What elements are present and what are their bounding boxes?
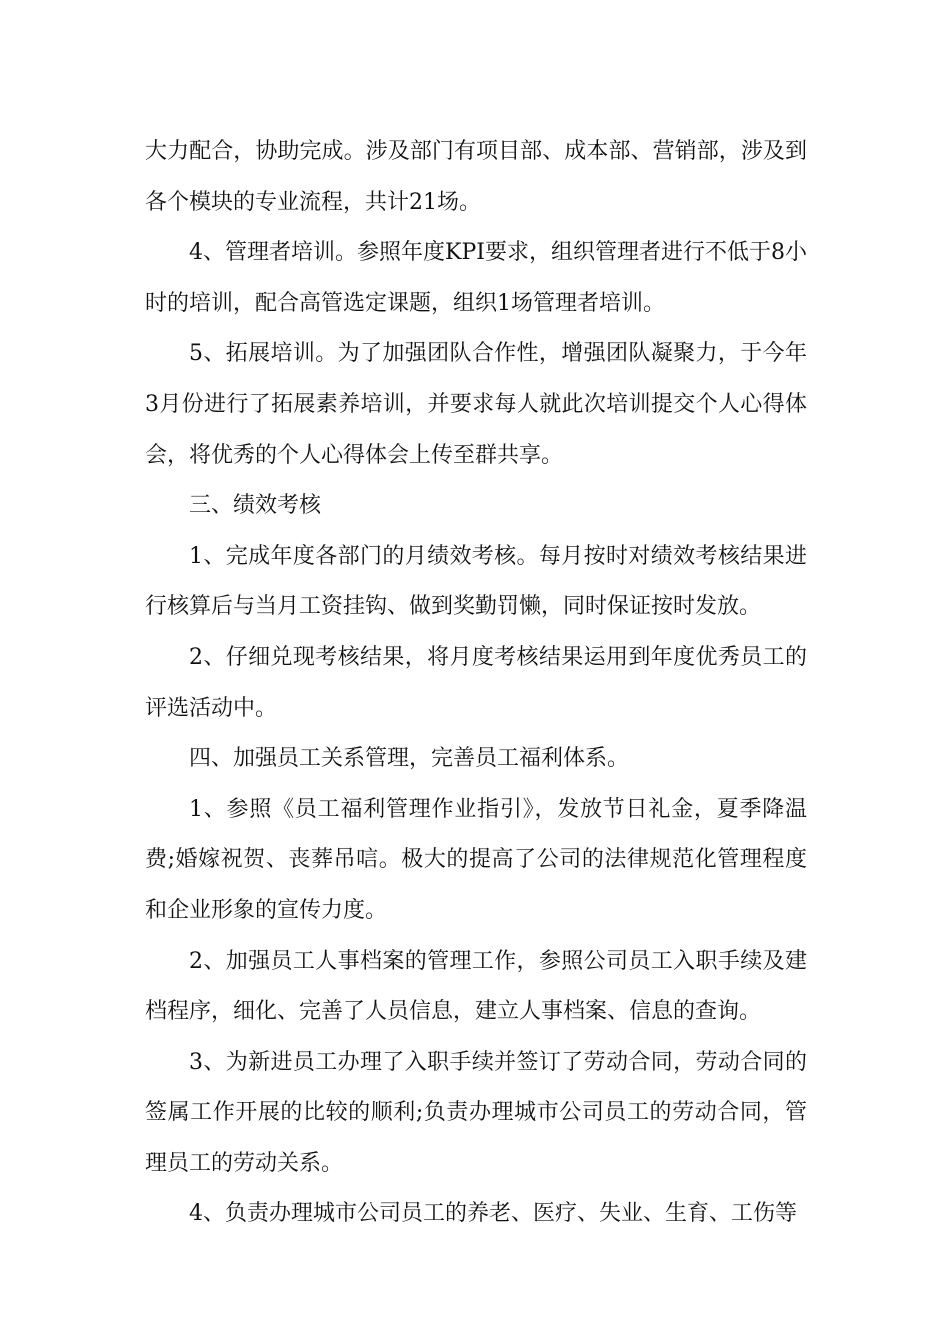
document-body bbox=[145, 127, 807, 1240]
paragraph-welfare: 1、参照《员工福利管理作业指引》，发放节日礼金，夏季降温费;婚嫁祝贺、丧葬吊唁。极大的提高了公司的法律规范化管理程度和企业形象的宣传力度。 bbox=[145, 796, 807, 923]
paragraph-monthly-assessment: 1、完成年度各部门的月绩效考核。每月按时对绩效考核结果进行核算后与当月工资挂钩、做到奖勤罚懒，同时保证按时发放。 bbox=[145, 543, 807, 620]
paragraph-outward-training: 5、拓展培训。为了加强团队合作性，增强团队凝聚力，于今年3月份进行了拓展素养培训，并要求每人就此次培训提交个人心得体会，将优秀的个人心得体会上传至群共享。 bbox=[145, 341, 807, 468]
paragraph-manager-training: 4、管理者培训。参照年度KPI要求，组织管理者进行不低于8小时的培训，配合高管选定课题，组织1场管理者培训。 bbox=[145, 240, 807, 316]
paragraph-continuation: 大力配合，协助完成。涉及部门有项目部、成本部、营销部，涉及到各个模块的专业流程，共计21场。 bbox=[145, 139, 807, 215]
section-heading-performance: 三、绩效考核 bbox=[189, 493, 322, 519]
paragraph-social-insurance: 4、负责办理城市公司员工的养老、医疗、失业、生育、工伤等 bbox=[189, 1201, 797, 1227]
paragraph-personnel-files: 2、加强员工人事档案的管理工作，参照公司员工入职手续及建档程序，细化、完善了人员信息，建立人事档案、信息的查询。 bbox=[145, 948, 807, 1025]
section-heading-employee-relations: 四、加强员工关系管理，完善员工福利体系。 bbox=[189, 746, 630, 772]
paragraph-labor-contracts: 3、为新进员工办理了入职手续并签订了劳动合同，劳动合同的签属工作开展的比较的顺利;负责办理城市公司员工的劳动合同，管理员工的劳动关系。 bbox=[145, 1049, 807, 1176]
paragraph-assessment-results: 2、仔细兑现考核结果，将月度考核结果运用到年度优秀员工的评选活动中。 bbox=[145, 644, 807, 721]
